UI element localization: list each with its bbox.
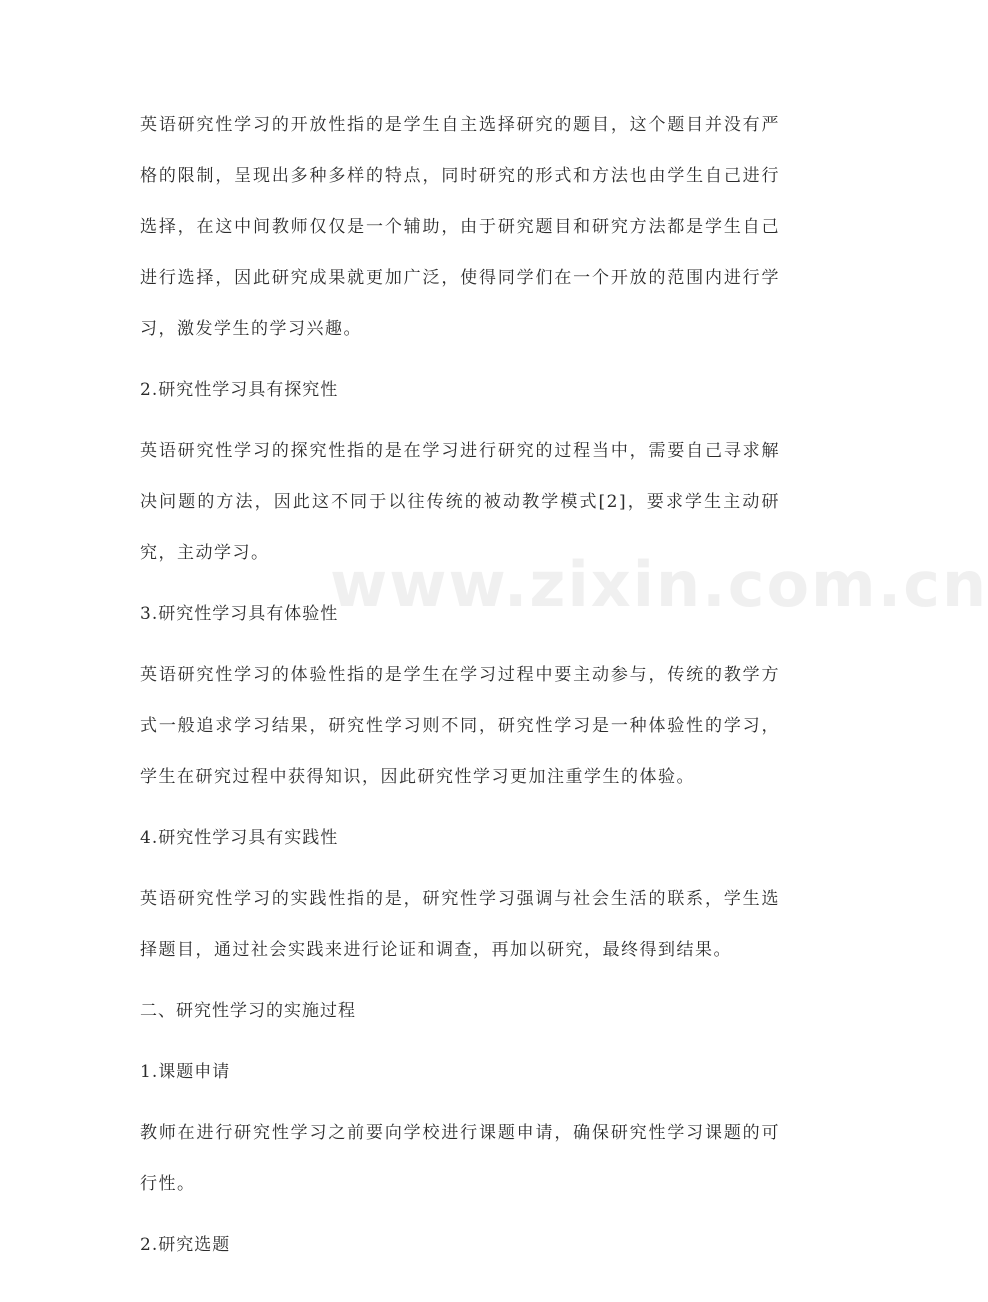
section-heading-topic-application: 1.课题申请: [140, 1062, 231, 1082]
section-heading-practice: 4.研究性学习具有实践性: [140, 828, 339, 848]
paragraph-experience: 英语研究性学习的体验性指的是学生在学习过程中要主动参与，传统的教学方式一般追求学习结果，研究性学习则不同，研究性学习是一种体验性的学习，学生在研究过程中获得知识，因此研究性学习更加注重学生的体验。: [140, 665, 780, 787]
watermark-text: www.zixin.com.cn: [330, 548, 988, 621]
paragraph-topic-application: 教师在进行研究性学习之前要向学校进行课题申请，确保研究性学习课题的可行性。: [140, 1123, 780, 1194]
chapter-heading-implementation: 二、研究性学习的实施过程: [140, 1001, 356, 1021]
section-heading-experience: 3.研究性学习具有体验性: [140, 604, 339, 624]
section-heading-topic-selection: 2.研究选题: [140, 1235, 231, 1255]
paragraph-practice: 英语研究性学习的实践性指的是，研究性学习强调与社会生活的联系，学生选择题目，通过社会实践来进行论证和调查，再加以研究，最终得到结果。: [140, 889, 780, 960]
paragraph-inquiry: 英语研究性学习的探究性指的是在学习进行研究的过程当中，需要自己寻求解决问题的方法，因此这不同于以往传统的被动教学模式[2]，要求学生主动研究，主动学习。: [140, 441, 780, 563]
document-body: [140, 100, 780, 1281]
section-heading-inquiry: 2.研究性学习具有探究性: [140, 380, 339, 400]
paragraph-openness: 英语研究性学习的开放性指的是学生自主选择研究的题目，这个题目并没有严格的限制，呈现出多种多样的特点，同时研究的形式和方法也由学生自己进行选择，在这中间教师仅仅是一个辅助，由于研究题目和研究方法都是学生自己进行选择，因此研究成果就更加广泛，使得同学们在一个开放的范围内进行学习，激发学生的学习兴趣。: [140, 115, 780, 339]
